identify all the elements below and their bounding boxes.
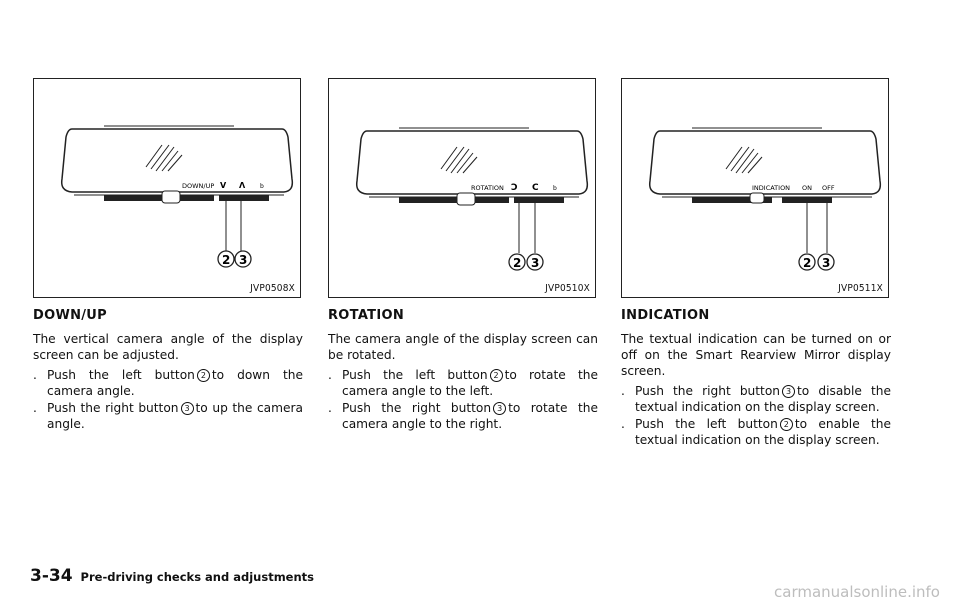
- callout-3: 3: [239, 253, 248, 267]
- panel-label-down-symbol: V: [220, 181, 227, 190]
- panel-label-rotate-left-symbol: Ↄ: [511, 183, 518, 193]
- section-down-up: [33, 78, 303, 433]
- bullet-text: Push the right button: [635, 384, 781, 398]
- panel-label-rotation: ROTATION: [471, 184, 504, 192]
- mirror-illustration: [34, 79, 300, 297]
- list-item: . Push the left button 2 to enable the textual indication on the display screen.: [621, 417, 892, 447]
- button-3-marker: 3: [181, 402, 194, 415]
- button-3-marker: 3: [493, 402, 506, 415]
- callout-3: 3: [531, 256, 540, 270]
- bullet-text: Push the left button: [47, 368, 195, 382]
- bullet-text: to enable the textual indication on the display screen.: [635, 417, 892, 447]
- button-2-marker: 2: [490, 369, 503, 382]
- bullet-text: to disable the textual indication on the display screen.: [635, 384, 891, 414]
- bullet-text: Push the left button: [342, 368, 488, 382]
- callout-2: 2: [222, 253, 231, 267]
- figure-down-up: [33, 78, 301, 298]
- panel-label-extra: b: [260, 183, 264, 190]
- panel-label-on: ON: [802, 184, 812, 192]
- figure-code: JVP0510X: [545, 283, 590, 294]
- button-2-marker: 2: [780, 418, 793, 431]
- mirror-illustration: [329, 79, 595, 297]
- section-body: The camera angle of the display screen can be rotated.: [328, 332, 598, 362]
- callout-3: 3: [822, 256, 831, 270]
- callout-2: 2: [803, 256, 812, 270]
- list-item: . Push the right button 3 to rotate the camera angle to the right.: [328, 401, 598, 431]
- figure-code: JVP0511X: [838, 283, 883, 294]
- panel-label-indication: INDICATION: [752, 184, 791, 192]
- panel-label-down-up: DOWN/UP: [182, 182, 215, 190]
- section-rotation: [328, 78, 598, 433]
- list-item: . Push the right button 3 to up the camera angle.: [33, 401, 303, 431]
- panel-label-off: OFF: [822, 184, 835, 192]
- panel-label-rotate-right-symbol: C: [532, 183, 539, 193]
- bullet-text: Push the right button: [47, 401, 179, 415]
- figure-indication: [621, 78, 889, 298]
- page-footer: [30, 566, 314, 586]
- section-heading: ROTATION: [328, 308, 405, 323]
- button-2-marker: 2: [197, 369, 210, 382]
- section-indication: [621, 78, 891, 449]
- panel-label-up-symbol: Λ: [239, 181, 246, 190]
- bullet-text: Push the left button: [635, 417, 778, 431]
- section-heading: DOWN/UP: [33, 308, 107, 323]
- panel-label-extra: b: [553, 185, 557, 192]
- bullet-text: to up the camera angle.: [47, 401, 303, 431]
- watermark: carmanualsonline.info: [774, 583, 940, 601]
- callout-2: 2: [513, 256, 522, 270]
- footer-section-title: Pre-driving checks and adjustments: [80, 570, 315, 584]
- bullet-text: Push the right button: [342, 401, 492, 415]
- page-number: 3-34: [30, 566, 73, 586]
- bullet-text: to down the camera angle.: [47, 368, 303, 398]
- list-item: . Push the left button 2 to down the camera angle.: [33, 368, 303, 398]
- list-item: . Push the right button 3 to disable the textual indication on the display screen.: [621, 384, 891, 414]
- button-3-marker: 3: [782, 385, 795, 398]
- section-body: The textual indication can be turned on or off on the Smart Rearview Mirror display screen.: [621, 332, 891, 378]
- mirror-illustration: [622, 79, 888, 297]
- figure-rotation: [328, 78, 596, 298]
- bullet-text: to rotate the camera angle to the right.: [342, 401, 598, 431]
- figure-code: JVP0508X: [250, 283, 295, 294]
- list-item: . Push the left button 2 to rotate the camera angle to the left.: [328, 368, 598, 398]
- section-body: The vertical camera angle of the display screen can be adjusted.: [33, 332, 303, 362]
- bullet-text: to rotate the camera angle to the left.: [342, 368, 598, 398]
- section-heading: INDICATION: [621, 308, 710, 323]
